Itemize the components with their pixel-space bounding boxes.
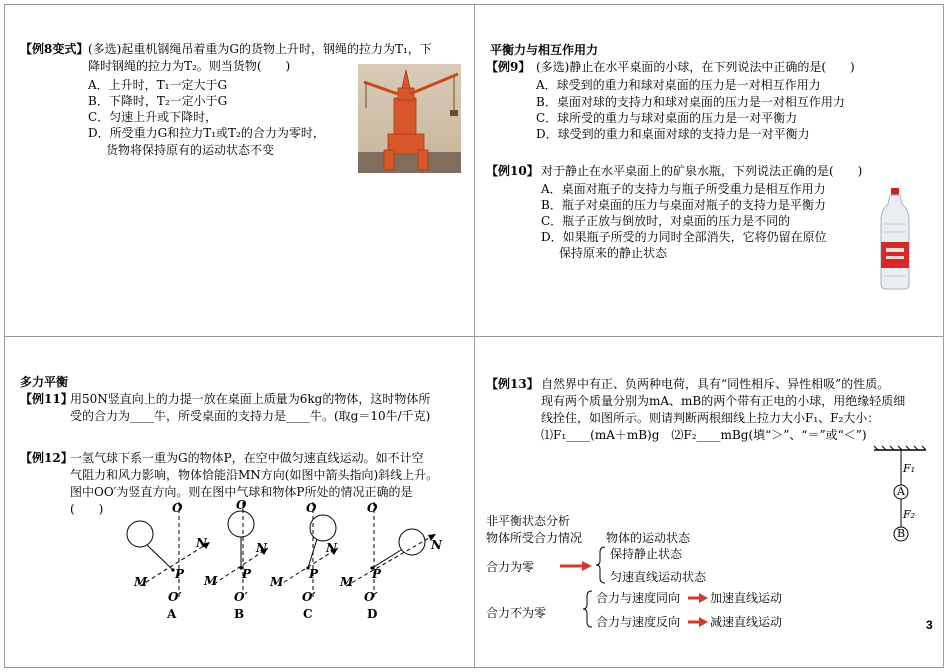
q12-label: 【例12】 — [20, 451, 73, 465]
q10-option-d-line2: 保持原来的静止状态 — [559, 246, 668, 260]
section-title-equilibrium-vs-interaction: 平衡力与相互作用力 — [490, 43, 599, 57]
analysis-col-motion-state: 物体的运动状态 — [606, 531, 691, 545]
q8-option-d-line1: D．所受重力G和拉力T₁或T₂的合力为零时， — [88, 126, 325, 140]
q10-option-b: B．瓶子对桌面的压力与桌面对瓶子的支持力是平衡力 — [541, 198, 826, 212]
label-n-c: N — [326, 541, 337, 555]
q9-stem: (多选)静止在水平桌面的小球，在下列说法中正确的是( ) — [536, 60, 855, 74]
label-m-a: M — [134, 575, 148, 589]
q10-option-a: A．桌面对瓶子的支持力与瓶子所受重力是相互作用力 — [541, 182, 826, 196]
label-n-a: N — [196, 536, 207, 550]
label-o-a: O — [172, 501, 183, 515]
state-at-rest: 保持静止状态 — [610, 547, 683, 561]
q13-line2: 现有两个质量分别为mA、mB的两个带有正电的小球，用绝缘轻质细 — [541, 394, 906, 408]
q8-line2: 降时钢绳的拉力为T₂。则当货物( ) — [88, 59, 291, 73]
brace-zero — [596, 546, 606, 584]
q11-line2: 受的合力为____牛，所受桌面的支持力是____牛。(取g＝10牛/千克) — [70, 409, 431, 423]
label-p-c: P — [309, 567, 319, 581]
q13-line4: ⑴F₁____(mA＋mB)g ⑵F₂____mBg(填“＞”、“＝”或“＜”) — [541, 428, 867, 442]
q9-option-b: B．桌面对球的支持力和球对桌面的压力是一对相互作用力 — [536, 95, 845, 109]
label-p-d: P — [372, 567, 382, 581]
option-label-b: B — [234, 607, 245, 621]
analysis-col-net-force: 物体所受合力情况 — [486, 531, 583, 545]
q12-line2: 气阻力和风力影响，物体恰能沿MN方向(如图中箭头指向)斜线上升。 — [70, 468, 439, 482]
state-uniform-linear: 匀速直线运动状态 — [610, 570, 707, 584]
q8-option-a: A．上升时，T₁一定大于G — [88, 78, 228, 92]
label-o-prime-a: O′ — [168, 590, 182, 604]
option-label-d: D — [367, 607, 378, 621]
label-o-d: O — [367, 501, 378, 515]
arrow-opposite-direction — [688, 616, 710, 628]
q10-option-d-line1: D．如果瓶子所受的力同时全部消失，它将仍留在原位 — [541, 230, 827, 244]
q10-label: 【例10】 — [486, 164, 539, 178]
q11-label: 【例11】 — [20, 392, 73, 406]
analysis-title: 非平衡状态分析 — [486, 514, 571, 528]
q12-line1: 一氢气球下系一重为G的物体P，在空中做匀速直线运动。如不计空 — [70, 451, 424, 465]
force-same-direction: 合力与速度同向 — [596, 591, 681, 605]
water-bottle-image — [878, 188, 912, 290]
label-o-prime-c: O′ — [302, 590, 316, 604]
net-force-zero-label: 合力为零 — [486, 560, 535, 574]
q12-line3: 图中OO′为竖直方向。则在图中气球和物体P所处的情况正确的是 — [70, 485, 413, 499]
net-force-nonzero-label: 合力不为零 — [486, 606, 547, 620]
q13-label: 【例13】 — [486, 377, 539, 391]
q8-option-c: C．匀速上升或下降时， — [88, 110, 218, 124]
label-f2: F₂ — [903, 508, 916, 521]
q8-option-d-line2: 货物将保持原有的运动状态不变 — [106, 143, 275, 157]
label-o-prime-b: O′ — [234, 590, 248, 604]
q9-option-c: C．球所受的重力与球对桌面的压力是一对平衡力 — [536, 111, 798, 125]
label-f1: F₁ — [903, 462, 916, 475]
q9-option-a: A．球受到的重力和球对桌面的压力是一对相互作用力 — [536, 78, 821, 92]
brace-nonzero — [583, 590, 593, 628]
diagram-option-d — [346, 502, 436, 598]
label-o-c: O — [306, 501, 317, 515]
q8-label: 【例8变式】 — [20, 42, 89, 56]
arrow-same-direction — [688, 592, 710, 604]
q8-option-b: B．下降时，T₂一定小于G — [88, 94, 228, 108]
q10-option-c: C．瓶子正放与倒放时，对桌面的压力是不同的 — [541, 214, 791, 228]
section-title-multi-force-equilibrium: 多力平衡 — [20, 375, 69, 389]
label-o-prime-d: O′ — [364, 590, 378, 604]
q13-line1: 自然界中有正、负两种电荷，具有“同性相斥、异性相吸”的性质。 — [541, 377, 890, 391]
horizontal-divider — [4, 336, 944, 337]
q13-line3: 线拴住，如图所示。则请判断两根细线上拉力大小F₁、F₂大小： — [541, 411, 880, 425]
force-opposite-direction: 合力与速度反向 — [596, 615, 681, 629]
label-o-b: O — [236, 498, 247, 512]
accelerated-linear-motion: 加速直线运动 — [710, 591, 783, 605]
label-p-a: P — [175, 567, 185, 581]
option-label-c: C — [303, 607, 313, 621]
option-label-a: A — [167, 607, 177, 621]
label-p-b: P — [242, 567, 252, 581]
label-ball-b: B — [897, 527, 906, 540]
label-ball-a: A — [897, 485, 905, 498]
arrow-zero — [560, 560, 594, 572]
q11-line1: 用50N竖直向上的力提一放在桌面上质量为6kg的物体，这时物体所 — [70, 392, 431, 406]
label-m-d: M — [340, 575, 354, 589]
label-m-b: M — [204, 574, 218, 588]
label-n-d: N — [431, 538, 442, 552]
page-number: 3 — [926, 618, 933, 632]
q9-option-d: D．球受到的重力和桌面对球的支持力是一对平衡力 — [536, 127, 810, 141]
q9-label: 【例9】 — [486, 60, 531, 74]
q10-stem: 对于静止在水平桌面上的矿泉水瓶，下列说法正确的是( ) — [541, 164, 863, 178]
label-m-c: M — [270, 575, 284, 589]
decelerated-linear-motion: 减速直线运动 — [710, 615, 783, 629]
q12-line4: ( ) — [70, 502, 104, 516]
q8-line1: (多选)起重机钢绳吊着重为G的货物上升时，钢绳的拉力为T₁，下 — [88, 42, 432, 56]
crane-photo — [358, 64, 461, 173]
label-n-b: N — [256, 541, 267, 555]
